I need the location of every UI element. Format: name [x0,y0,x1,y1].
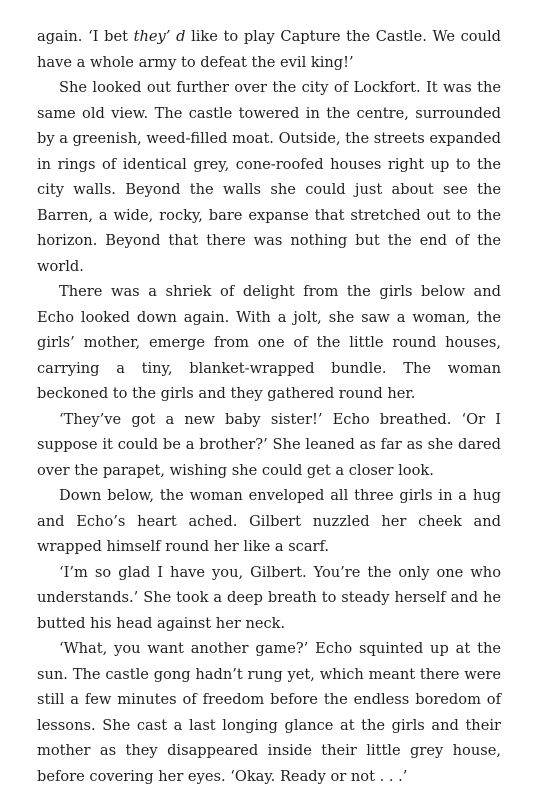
book-page [37,24,501,789]
text-segment: like to play Capture the Castle. We could have a whole army to defeat the evil king!’ [37,28,501,71]
italic-emphasis: they’ d [133,28,186,45]
paragraph-continued [37,24,501,75]
text-segment: again. ‘I bet [37,28,134,45]
paragraph: She looked out further over the city of Lockfort. It was the same old view. The castle towered in the centre, surrounded by a greenish, weed-filled moat. Outside, the streets expanded in rings of identical grey, cone-roofed houses right up to the city walls. Beyond the walls she could just about see the Barren, a wide, rocky, bare expanse that stretched out to the horizon. Beyond that there was nothing but the end of the world. [37,79,501,275]
paragraph: ‘They’ve got a new baby sister!’ Echo breathed. ‘Or I suppose it could be a brother?’ She leaned as far as she dared over the parapet, wishing she could get a closer look. [37,410,501,479]
paragraph: There was a shriek of delight from the girls below and Echo looked down again. With a jolt, she saw a woman, the girls’ mother, emerge from one of the little round houses, carrying a tiny, blanket-wrapped bundle. The woman beckoned to the girls and they gathered round her. [37,283,501,402]
paragraph: ‘What, you want another game?’ Echo squinted up at the sun. The castle gong hadn’t rung yet, which meant there were still a few minutes of freedom before the endless boredom of lessons. She cast a last longing glance at the girls and their mother as they disappeared inside their little grey house, before covering her eyes. ‘Okay. Ready or not . . .’ [37,640,501,785]
paragraph: Down below, the woman enveloped all three girls in a hug and Echo’s heart ached. Gilbert nuzzled her cheek and wrapped himself round her like a scarf. [37,487,501,555]
paragraph: ‘I’m so glad I have you, Gilbert. You’re the only one who understands.’ She took a deep breath to steady herself and he butted his head against her neck. [37,563,501,632]
